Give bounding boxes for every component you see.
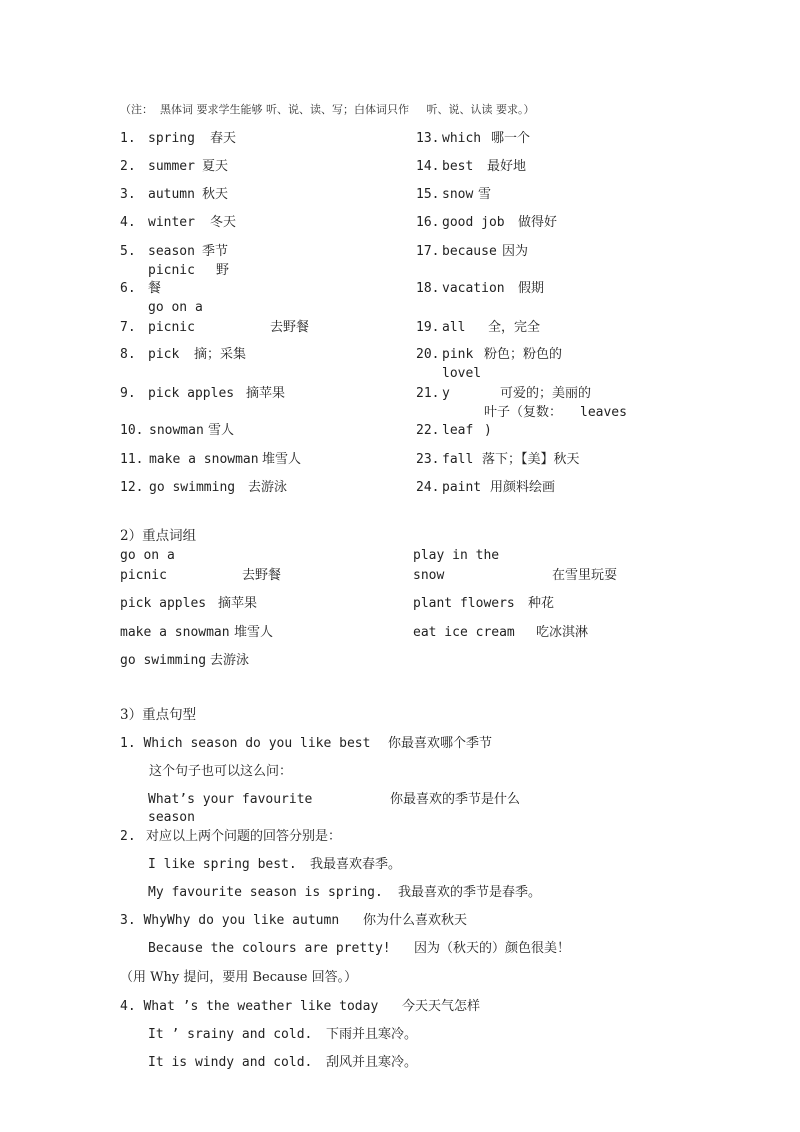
vocab-meaning: 可爱的；美丽的 xyxy=(500,386,592,401)
vocab-word: leaf xyxy=(442,423,474,438)
vocab-word: because xyxy=(442,244,497,259)
vocab-num: 11. xyxy=(120,452,144,467)
answer-en: I like spring best. xyxy=(148,857,297,872)
vocab-num: 17. xyxy=(416,244,440,259)
vocab-meaning: 落下；【美】秋天 xyxy=(482,452,580,467)
vocab-word: which xyxy=(442,131,482,146)
phrase-en: pick apples xyxy=(120,596,207,611)
sentence-4-cn: 今天天气怎样 xyxy=(402,999,481,1014)
vocab-word: go swimming xyxy=(149,480,236,495)
vocab-word: autumn xyxy=(148,187,195,202)
vocab-word: all xyxy=(442,320,466,335)
sentence-4-en: 4. What ’s the weather like today xyxy=(120,999,379,1014)
vocab-word: pink xyxy=(442,347,474,362)
sentence-2-intro: 对应以上两个问题的回答分别是： xyxy=(146,829,342,844)
answer-en: It is windy and cold. xyxy=(148,1055,313,1070)
phrase-cn: 种花 xyxy=(528,596,555,611)
vocab-meaning: 春天 xyxy=(210,131,237,146)
vocab-num: 13. xyxy=(416,131,440,146)
phrase-cn: 在雪里玩耍 xyxy=(552,568,618,583)
vocab-meaning: 哪一个 xyxy=(491,131,531,146)
vocab-num: 23. xyxy=(416,452,440,467)
sentence-1-cn: 你最喜欢哪个季节 xyxy=(388,736,493,751)
vocab-meaning: 做得好 xyxy=(518,215,558,230)
phrase-en: picnic xyxy=(120,568,167,583)
vocab-word: paint xyxy=(442,480,482,495)
vocab-num: 20. xyxy=(416,347,440,362)
vocab-word: fall xyxy=(442,452,474,467)
sentence-3-en: 3. WhyWhy do you like autumn xyxy=(120,913,340,928)
phrase-cn: 去野餐 xyxy=(242,568,282,583)
phrase-en: make a snowman xyxy=(120,625,230,640)
sentence-1-alt-en: What’s your favourite xyxy=(148,792,313,807)
vocab-word: pick xyxy=(148,347,180,362)
vocab-num: 21. xyxy=(416,386,440,401)
sentence-3-cn: 你为什么喜欢秋天 xyxy=(363,913,468,928)
phrase-en: snow xyxy=(413,568,445,583)
vocab-meaning: 秋天 xyxy=(202,187,229,202)
answer-en: It ’ srainy and cold. xyxy=(148,1027,313,1042)
vocab-meaning: 雪人 xyxy=(208,423,235,438)
vocab-meaning: 叶子（复数： xyxy=(484,405,563,420)
sentences-heading: 3）重点句型 xyxy=(120,707,197,723)
vocab-num: 2. xyxy=(120,159,136,174)
vocab-num: 15. xyxy=(416,187,440,202)
answer-cn: 我最喜欢的季节是春季。 xyxy=(398,885,542,900)
vocab-word: spring xyxy=(148,131,195,146)
vocab-word: go on a xyxy=(148,300,203,315)
vocab-meaning: 因为 xyxy=(502,244,529,259)
phrase-en: eat ice cream xyxy=(413,625,515,640)
phrase-cn: 去游泳 xyxy=(210,653,250,668)
vocab-meaning: 用颜料绘画 xyxy=(490,480,556,495)
vocab-word: winter xyxy=(148,215,195,230)
vocab-meaning: 季节 xyxy=(202,244,229,259)
answer-cn: 下雨并且寒冷。 xyxy=(326,1027,418,1042)
vocab-meaning: 餐 xyxy=(148,281,162,296)
vocab-num: 8. xyxy=(120,347,136,362)
vocab-meaning: 假期 xyxy=(518,281,545,296)
phrase-cn: 堆雪人 xyxy=(234,625,274,640)
phrase-en: go on a xyxy=(120,548,175,563)
vocab-num: 16. xyxy=(416,215,440,230)
answer-en: My favourite season is spring. xyxy=(148,885,383,900)
vocab-meaning: 雪 xyxy=(478,187,492,202)
vocab-word: lovel xyxy=(442,366,482,381)
answer-en: Because the colours are pretty! xyxy=(148,941,391,956)
vocab-meaning: 冬天 xyxy=(210,215,237,230)
vocab-num: 24. xyxy=(416,480,440,495)
vocab-meaning: 全，完全 xyxy=(488,320,541,335)
vocab-meaning: 去野餐 xyxy=(270,320,310,335)
vocab-word: picnic xyxy=(148,320,195,335)
vocab-num: 5. xyxy=(120,244,136,259)
vocab-num: 7. xyxy=(120,320,136,335)
vocab-word: snow xyxy=(442,187,474,202)
sentence-1-en: 1. Which season do you like best xyxy=(120,736,371,751)
vocab-word: make a snowman xyxy=(149,452,259,467)
sentence-3-note: （用 Why 提问，要用 Because 回答。） xyxy=(120,970,358,985)
vocab-word: season xyxy=(148,244,195,259)
phrase-cn: 吃冰淇淋 xyxy=(536,625,589,640)
vocab-meaning: 摘苹果 xyxy=(246,386,286,401)
vocab-num: 9. xyxy=(120,386,136,401)
vocab-meaning: 摘；采集 xyxy=(194,347,247,362)
vocab-meaning: 堆雪人 xyxy=(262,452,302,467)
answer-cn: 刮风并且寒冷。 xyxy=(326,1055,418,1070)
vocab-num: 22. xyxy=(416,423,440,438)
vocab-meaning: 野 xyxy=(216,263,230,278)
vocab-word: picnic xyxy=(148,263,195,278)
vocab-num: 14. xyxy=(416,159,440,174)
vocab-word: vacation xyxy=(442,281,505,296)
phrases-heading: 2）重点词组 xyxy=(120,528,197,544)
vocab-num: 18. xyxy=(416,281,440,296)
sentence-1-alt-intro: 这个句子也可以这么问： xyxy=(149,764,293,779)
vocab-num: 12. xyxy=(120,480,144,495)
vocab-meaning: 去游泳 xyxy=(248,480,288,495)
vocab-word: snowman xyxy=(149,423,204,438)
phrase-cn: 摘苹果 xyxy=(218,596,258,611)
answer-cn: 因为（秋天的）颜色很美！ xyxy=(414,941,571,956)
phrase-en: play in the xyxy=(413,548,500,563)
vocab-meaning: 粉色；粉色的 xyxy=(484,347,563,362)
usage-note: （注： 黑体词 要求学生能够 听、说、读、写；白体词只作 听、说、认读 要求。） xyxy=(120,103,535,116)
vocab-num: 4. xyxy=(120,215,136,230)
sentence-1-alt-cn: 你最喜欢的季节是什么 xyxy=(390,792,521,807)
answer-cn: 我最喜欢春季。 xyxy=(310,857,402,872)
sentence-1-alt-en: season xyxy=(148,810,195,825)
vocab-word: good job xyxy=(442,215,505,230)
vocab-num: 3. xyxy=(120,187,136,202)
vocab-meaning: 夏天 xyxy=(202,159,229,174)
vocab-meaning: 最好地 xyxy=(487,159,527,174)
vocab-plural: leaves xyxy=(580,405,627,420)
vocab-word: y xyxy=(442,386,450,401)
vocab-word: pick apples xyxy=(148,386,235,401)
vocab-num: 1. xyxy=(120,131,136,146)
vocab-num: 10. xyxy=(120,423,144,438)
vocab-close-paren: ) xyxy=(484,423,492,438)
phrase-en: go swimming xyxy=(120,653,207,668)
vocab-word: best xyxy=(442,159,474,174)
vocab-num: 19. xyxy=(416,320,440,335)
vocab-num: 6. xyxy=(120,281,136,296)
sentence-2-num: 2. xyxy=(120,829,136,844)
vocab-word: summer xyxy=(148,159,195,174)
phrase-en: plant flowers xyxy=(413,596,515,611)
